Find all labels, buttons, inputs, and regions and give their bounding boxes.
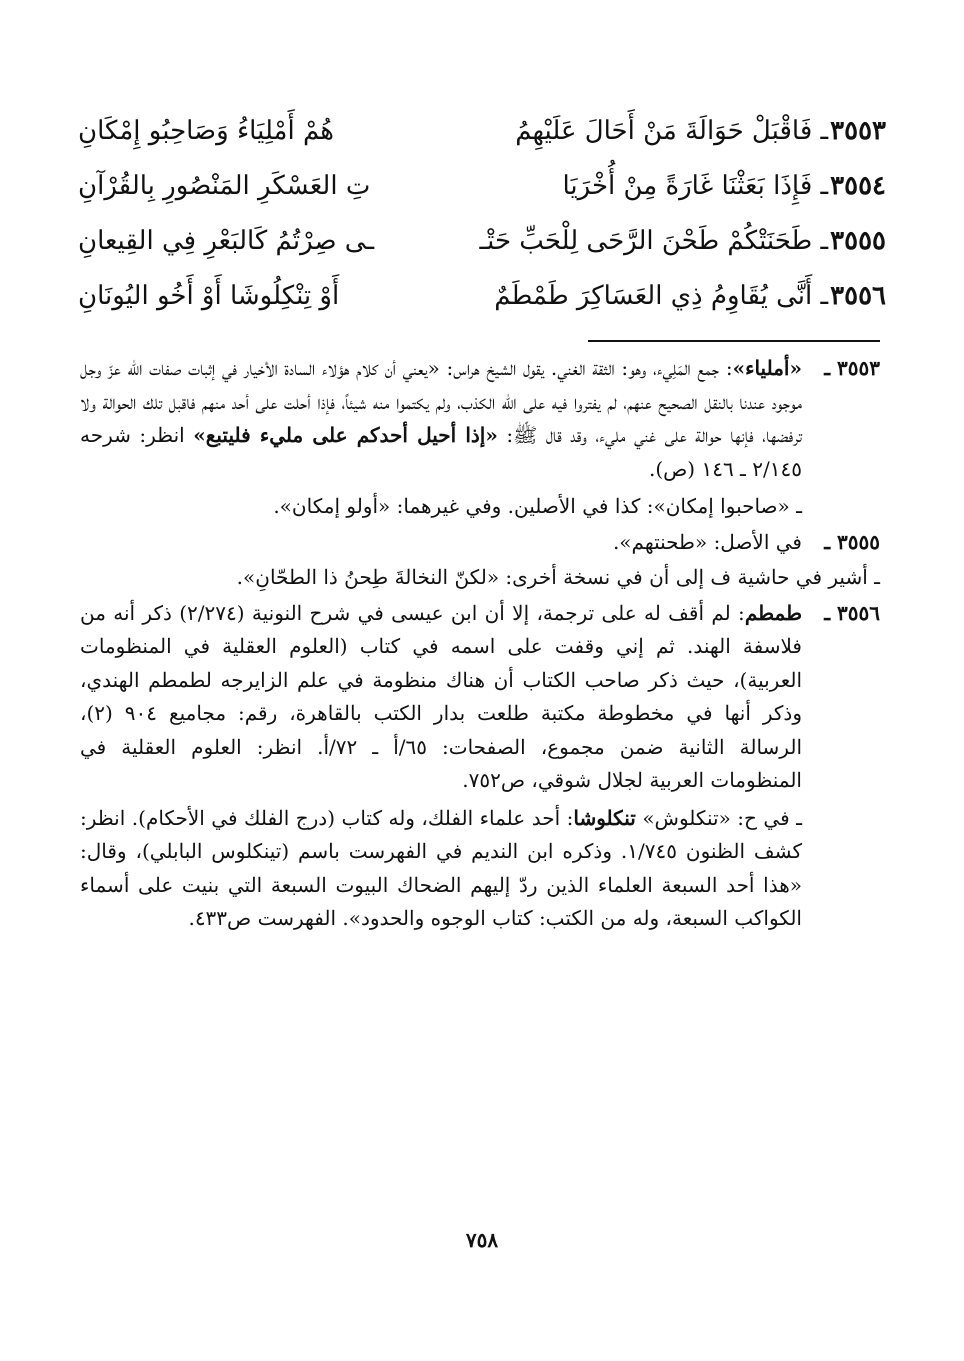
verse-number: ٣٥٥٣ — [830, 115, 886, 146]
footnote-subnote: ـ أشير في حاشية ف إلى أن في نسخة أخرى: «لكنّ النخالةَ طِحنُ ذا الطحّانِ». — [236, 565, 880, 589]
verse-3553 — [78, 104, 886, 159]
footnote-paragraph — [80, 352, 802, 486]
footnote-body — [80, 352, 802, 524]
verse-3556 — [78, 269, 886, 324]
footnote-3556 — [80, 597, 880, 936]
footnote-3555 — [80, 526, 880, 560]
footnote-reference: انظر: شرحه ٢/١٤٥ ـ ١٤٦ (ص). — [80, 423, 802, 481]
verse-first-hemistich — [479, 225, 886, 257]
verse-first-text: ـ أَنَّى يُقَاوِمُ ذِي العَسَاكِرَ طَمْطَمٌ — [494, 280, 829, 311]
verse-number: ٣٥٥٤ — [830, 170, 886, 201]
footnote-subnote — [80, 802, 802, 936]
footnote-body — [80, 597, 802, 936]
verse-second-hemistich: هُمْ أَمْلِيَاءُ وَصَاحِبُو إِمْكَانِ — [78, 115, 334, 146]
footnote-text: : لم أقف له على ترجمة، إلا أن ابن عيسى في شرح النونية (٢/٢٧٤) ذكر أنه من فلاسفة الهند. ثم إني وقفت على اسمه في كتاب (العلوم العقلية في المنظومات العربية)، حيث ذكر صاحب الكتاب أن هناك منظومة في علم الزايرجه لطمطم الهندي، وذكر أنها في مخطوطة مكتبة طلعت بدار الكتب بالقاهرة، رقم: مجاميع ٩٠٤ (٢)، الرسالة الثانية ضمن مجموع، الصفحات: ٦٥/أ ـ ٧٢/أ. انظر: العلوم العقلية في المنظومات العربية لجلال شوقي، ص٧٥٢. — [80, 600, 802, 792]
subnote-term: تنكلوشا — [573, 805, 636, 830]
footnote-term: «أملياء» — [732, 356, 802, 380]
footnote-3555-sub — [80, 561, 880, 595]
footnote-number: ٣٥٥٦ ـ — [824, 600, 880, 625]
subnote-prefix: ـ في ح: «تنكلوش» — [635, 805, 803, 830]
subnote-text: : أحد علماء الفلك، وله كتاب (درج الفلك في الأحكام). انظر: كشف الظنون ١/٧٤٥. وذكره ابن النديم في الفهرست باسم (تينكلوس البابلي)، وقال: «هذا أحد السبعة العلماء الذين ردّ إليهم الضحاك البيوت السبعة التي بنيت على أسماء الكواكب السبعة، وله من الكتب: كتاب الوجوه والحدود». الفهرست ص٤٣٣. — [80, 805, 802, 930]
footnote-separator — [588, 340, 880, 342]
page-number: ٧٥٨ — [465, 1228, 499, 1252]
verse-first-text: ـ طَحَنَتْكُمْ طَحْنَ الرَّحَى لِلْحَبِّ حَتْـ — [479, 225, 829, 256]
verse-number: ٣٥٥٦ — [830, 280, 886, 311]
verse-first-hemistich — [486, 281, 886, 312]
footnote-hadith: «إذا أحيل أحدكم على مليء فليتبع» — [193, 423, 498, 447]
verse-second-hemistich: ـى صِرْتُمُ كَالبَعْرِ فِي القِيعانِ — [78, 225, 375, 256]
footnote-paragraph — [80, 597, 802, 798]
verse-first-text: ـ فَاقْبَلْ حَوَالَةَ مَنْ أَحَالَ عَلَيْهِمُ — [515, 115, 829, 146]
footnotes — [80, 352, 880, 938]
footnote-paragraph: في الأصل: «طحنتهم». — [612, 529, 802, 554]
verse-first-text: ـ فَإِذَا بَعَثْنَا غَارَةً مِنْ أُخْرَيَا — [562, 170, 829, 201]
verse-3555 — [78, 214, 886, 269]
verse-3554 — [78, 159, 886, 214]
footnote-term: طمطم — [744, 600, 803, 625]
footnote-body — [80, 561, 880, 595]
footnote-3553 — [80, 352, 880, 524]
verse-first-hemistich — [486, 116, 886, 147]
verse-first-hemistich — [486, 171, 886, 202]
footnote-number: ٣٥٥٣ ـ — [824, 356, 880, 380]
verse-second-hemistich: أَوْ تِنْكِلُوشَا أَوْ أَخُو اليُونَانِ — [78, 280, 340, 311]
verse-second-hemistich: تِ العَسْكَرِ المَنْصُورِ بِالقُرْآنِ — [78, 170, 371, 201]
footnote-subnote: ـ «صاحبوا إمكان»: كذا في الأصلين. وفي غيرهما: «أولو إمكان». — [273, 494, 802, 518]
poem-verses — [78, 104, 886, 324]
footnote-number: ٣٥٥٥ ـ — [824, 529, 880, 554]
verse-number: ٣٥٥٥ — [830, 225, 886, 256]
footnote-body — [80, 526, 802, 560]
footnote-text: : جمع المَلِيء، وهو: الثقة الغني. يقول الشيخ هراس: «يعني أن كلام هؤلاء السادة الأخيار في إثبات صفات الله عزّ وجل موجود عندنا بالنقل الصحيح عنهم، لم يفتروا فيه على الله الكذب، ولم يكتموا منه شيئاً، فإذا أحلت على أحد منهم فاقبل تلك الحوالة ولا ترفضها، فإنها حوالة على غني مليء، وقد قال ﷺ: — [80, 356, 803, 447]
